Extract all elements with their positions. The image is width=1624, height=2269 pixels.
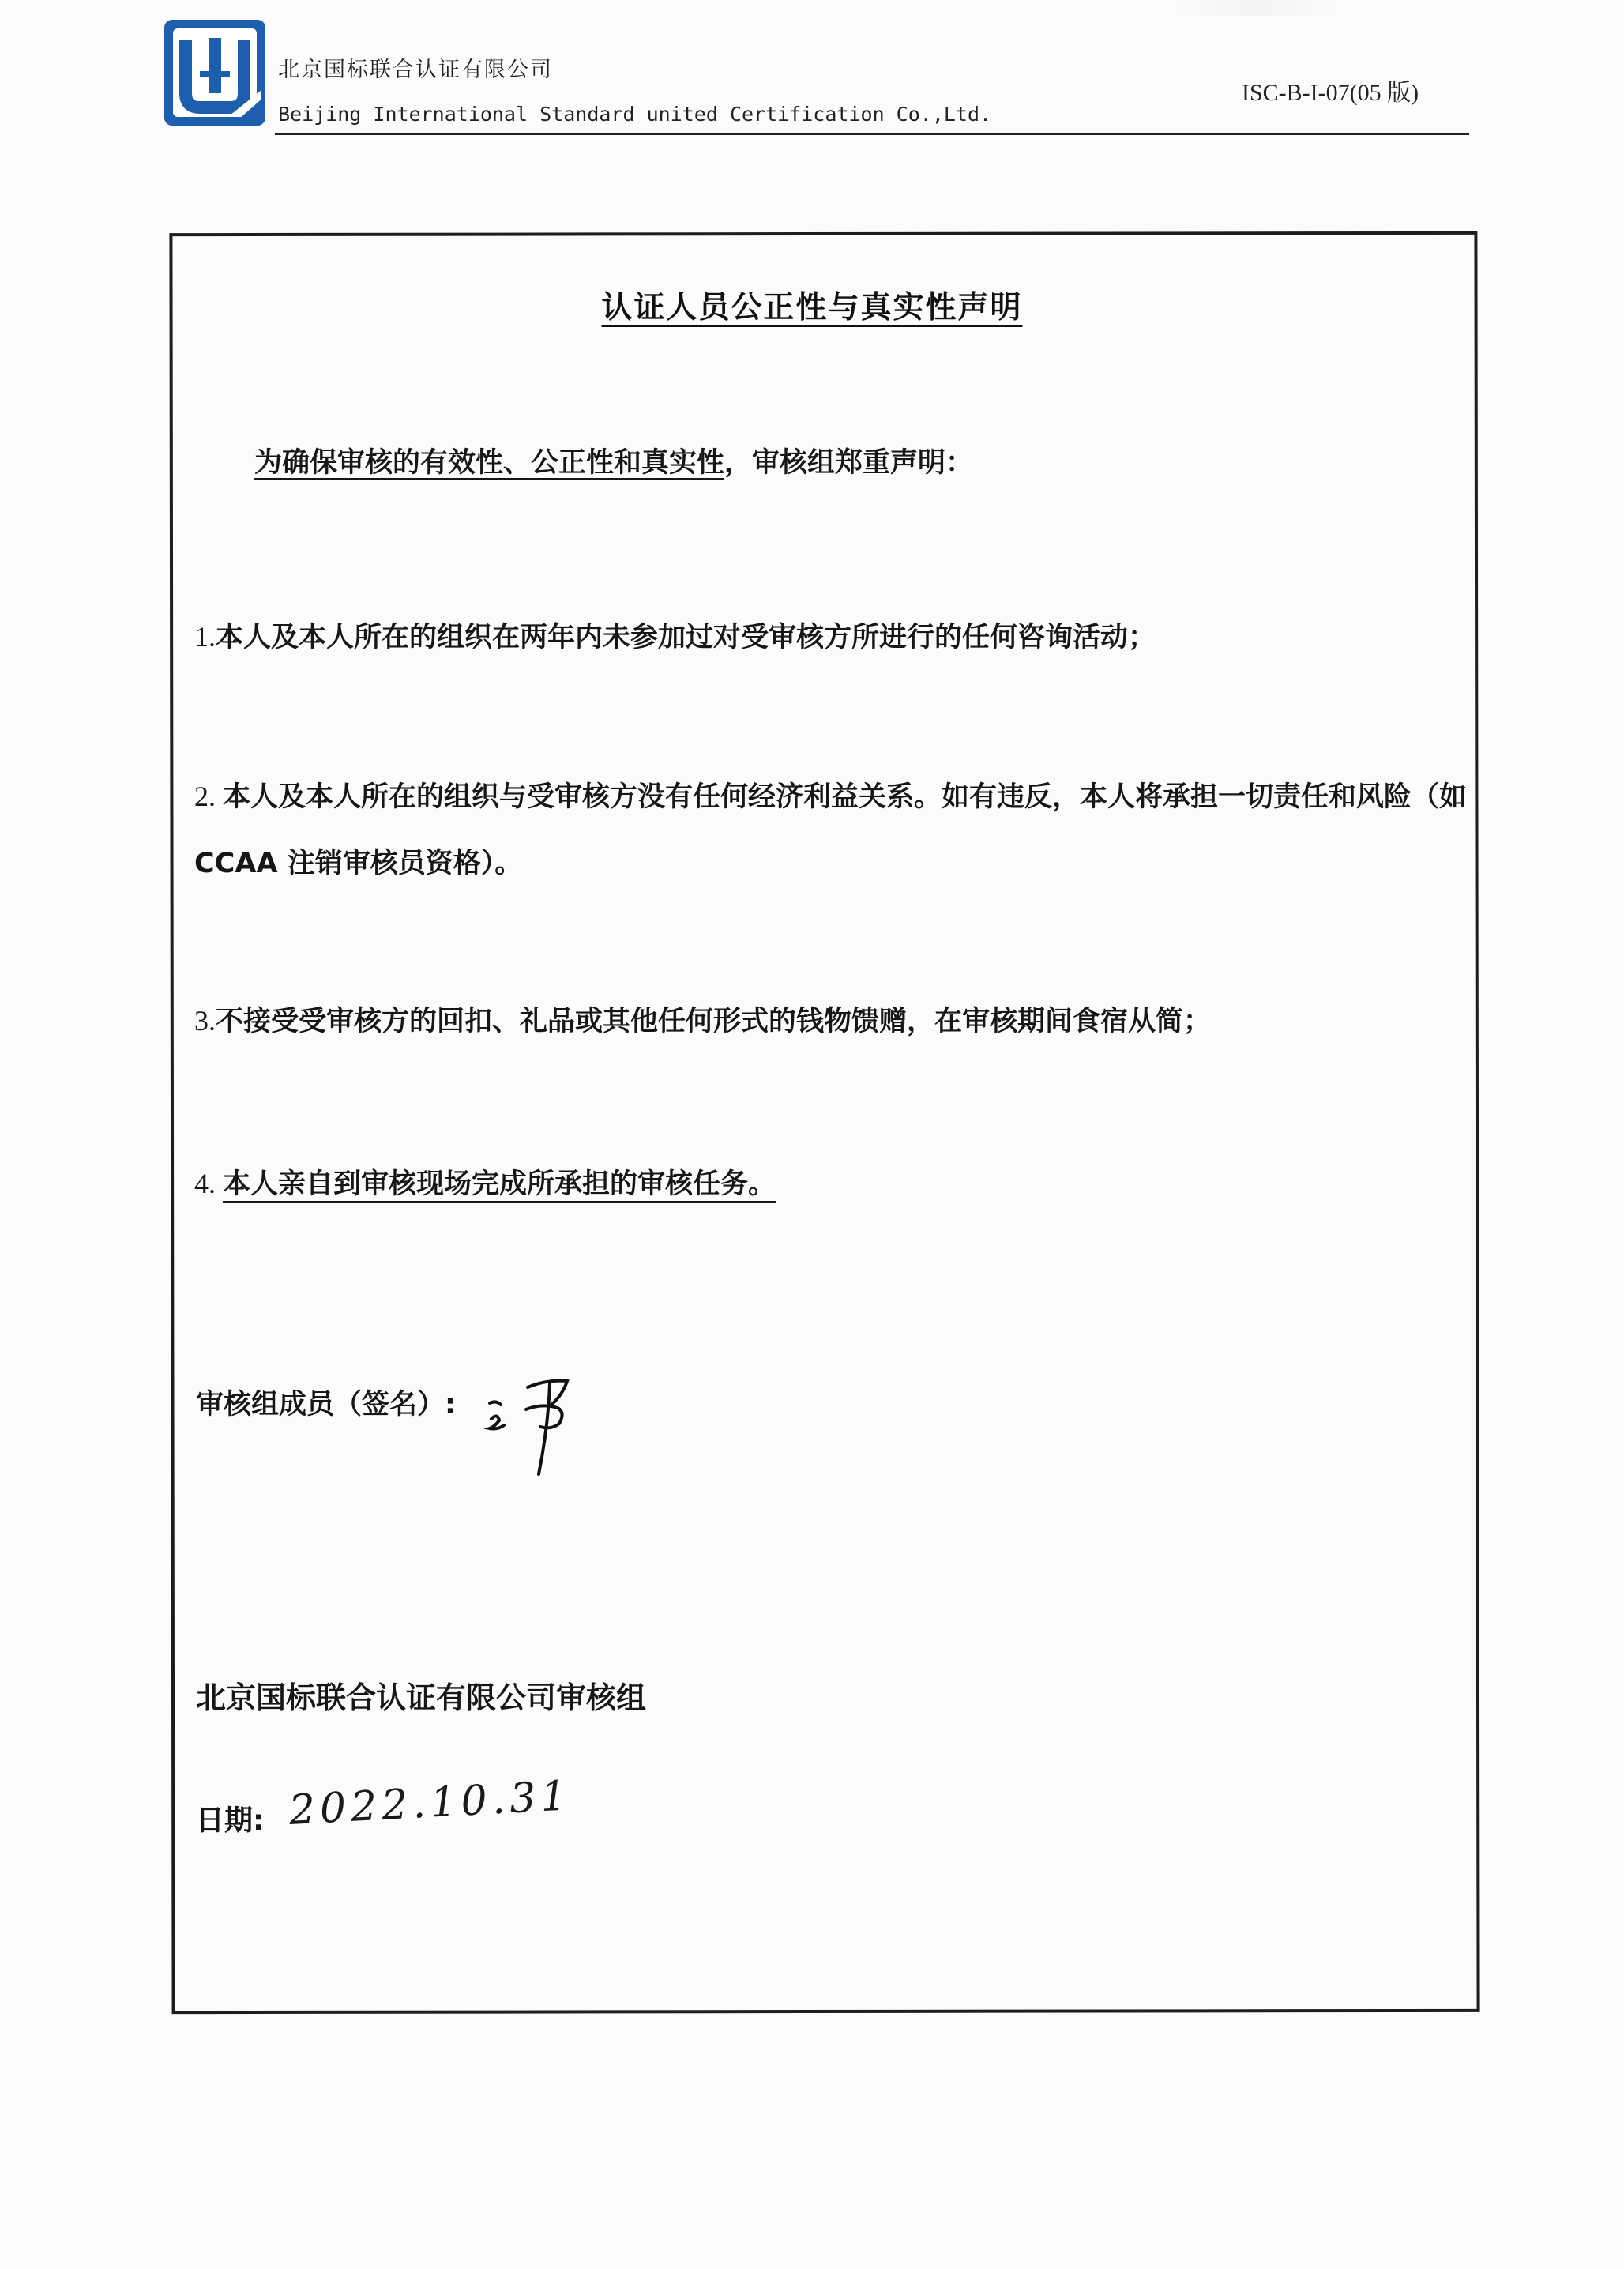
- item-text: 本人亲自到审核现场完成所承担的审核任务。: [223, 1168, 776, 1200]
- declaration-frame: [169, 231, 1479, 2014]
- declaration-intro: [254, 441, 973, 480]
- company-name-english: Beijing International Standard united Certification Co.,Ltd.: [278, 103, 992, 126]
- item-text: 不接受受审核方的回扣、礼品或其他任何形式的钱物馈赠，在审核期间食宿从简；: [216, 1006, 1212, 1037]
- intro-underlined-text: 为确保审核的有效性、公正性和真实性: [254, 447, 725, 479]
- item-number: 3.: [194, 1005, 216, 1037]
- intro-rest-text: ，审核组郑重声明：: [724, 447, 974, 479]
- declaration-item-1: [194, 604, 1474, 671]
- item-number: 4.: [194, 1168, 223, 1199]
- item-text: 本人及本人所在的组织在两年内未参加过对受审核方所进行的任何咨询活动；: [216, 622, 1156, 653]
- header-divider: [275, 133, 1469, 135]
- scan-artifact: [1177, 0, 1335, 16]
- declaration-item-4: [194, 1150, 1474, 1217]
- document-code: ISC-B-I-07(05 版): [1242, 80, 1419, 106]
- declaration-title-text: 认证人员公正性与真实性声明: [601, 290, 1023, 325]
- declaration-item-3: [194, 988, 1474, 1055]
- item-text: 本人及本人所在的组织与受审核方没有任何经济利益关系。如有违反，本人将承担一切责任和风险（如 CCAA 注销审核员资格）。: [194, 781, 1468, 879]
- audit-team-organization: 北京国标联合认证有限公司审核组: [196, 1680, 647, 1715]
- declaration-item-2: [194, 763, 1474, 897]
- handwritten-signature-icon: [480, 1364, 599, 1482]
- item-number: 1.: [194, 621, 216, 653]
- declaration-title: [0, 283, 1624, 327]
- company-name-chinese: 北京国标联合认证有限公司: [278, 58, 553, 82]
- company-logo-icon: [162, 17, 268, 128]
- handwritten-date: 2022.10.31: [288, 1772, 573, 1834]
- item-number: 2.: [194, 781, 223, 812]
- date-label: 日期:: [196, 1804, 265, 1837]
- signature-label: 审核组成员（签名）:: [196, 1389, 456, 1420]
